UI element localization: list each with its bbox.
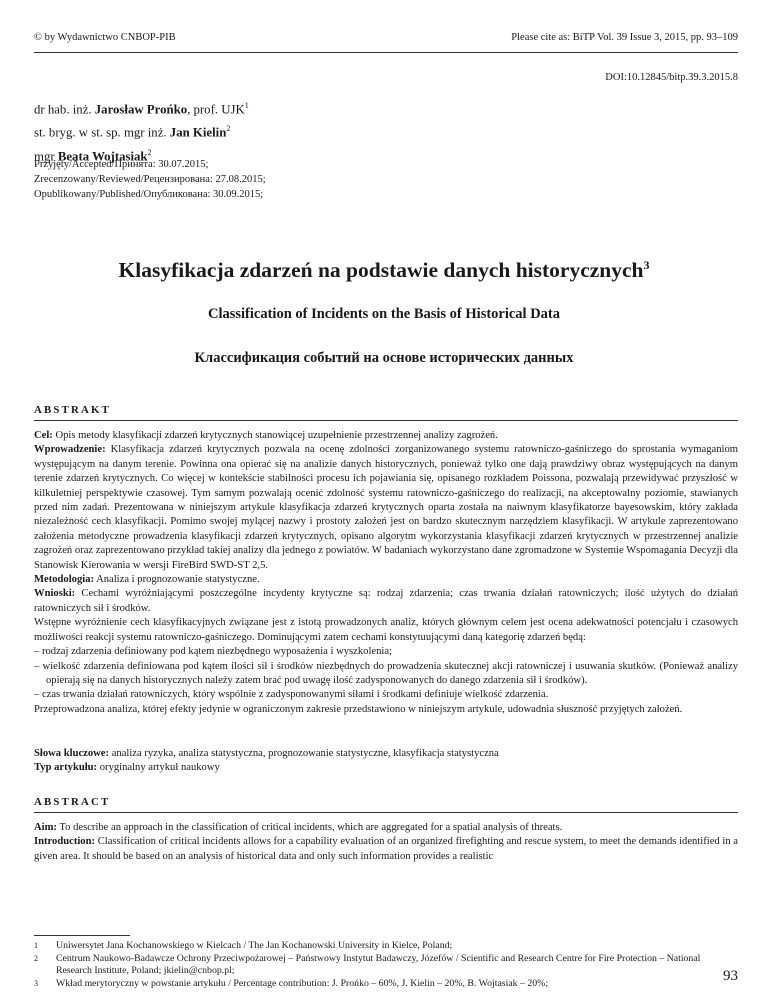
date-reviewed: Zrecenzowany/Reviewed/Рецензирована: 27.08.2015; [34, 174, 266, 185]
abstrakt-heading: ABSTRAKT [34, 404, 111, 416]
footnote: 3 Wkład merytoryczny w powstanie artykułu / Percentage contribution: J. Prońko – 60%, J. Kielin – 20%, B. Wojtasiak – 20%; [34, 977, 549, 989]
abstrakt-paragraph: Wstępne wyróżnienie cech klasyfikacyjnych związane jest z istotą prowadzonych analiz, których głównym celem jest ocena adekwatności potencjału i czasowych możliwości reakcji systemu ratowniczo-gaśniczego. Dominującymi zatem cechami konstytuującymi daną kategorię zdarzeń będą: [34, 617, 738, 643]
title-english: Classification of Incidents on the Basis of Historical Data [207, 306, 561, 322]
abstrakt-paragraph: Przeprowadzona analiza, której efekty jedynie w ograniczonym zakresie przedstawiono w niniejszym artykule, udowadnia słuszność przyjętych założeń. [34, 703, 683, 715]
abstrakt-introduction: Wprowadzenie: Klasyfikacja zdarzeń krytycznych pozwala na ocenę zdolności zorganizowanego systemu ratowniczo-gaśniczego do sprostania wymaganiom występującym na danym terenie. Powinna ona opierać się na analizie danych historycznych, ponieważ tylko one dają prawdziwy obraz występujących na danym terenie zdarzeń krytycznych. Co więcej w kontekście stabilności procesu ich pojawiania się, opisanego rozkładem Poissona, pozwalają przewidywać przyszłość w kilkuletniej perspektywie czasowej. Tym samym pozwalają ocenić zdolność systemu ratowniczo-gaśniczego do realizacji, na akceptowalny poziomie, stawianych przed nim zadań. Prezentowana w niniejszym artykule klasyfikacja zdarzeń krytycznych oparta została na naiwnym klasyfikatorze bayesowskim, który zakłada niezależność cech klasyfikacji. Pomimo swojej mylącej nazwy i prostoty założeń jest on bardzo skutecznym narzędziem klasyfikacji. W artykule zaprezentowano założenia metodyczne prowadzenia klasyfikacji zdarzeń krytycznych, opisano algorytm wykorzystania klasyfikacji zdarzeń krytycznych w przestrzennej analizie zagrożeń oraz zaprezentowano przykład takiej analizy dla jednego z powiatów. W badaniach wykorzystano dane zgromadzone w Systemie Wspomagania Decyzji dla Stanowisk Kierowania w wersji FireBird SWD-ST 2,5. [34, 444, 738, 571]
page-number: 93 [723, 968, 738, 984]
publisher-credit: © by Wydawnictwo CNBOP-PIB [34, 32, 176, 43]
abstract-introduction: Introduction: Classification of critical incidents allows for a capability evaluation of an organized firefighting and rescue system, to meet the demands identified in a given area. It should be based on an analysis of historical data and only such information provides a realistic [34, 836, 738, 862]
abstrakt-rule [34, 420, 738, 421]
abstrakt-aim: Cel: Opis metody klasyfikacji zdarzeń krytycznych stanowiącej uzupełnienie przestrzennej analizy zagrożeń. [34, 430, 498, 441]
keywords: Słowa kluczowe: analiza ryzyka, analiza statystyczna, prognozowanie statystyczne, klasyfikacja statystyczna [34, 748, 499, 759]
abstrakt-list-item: – wielkość zdarzenia definiowana pod kątem ilości sił i środków niezbędnych do prowadzenia skutecznej akcji ratowniczej i usuwania skutków. (Ponieważ analizy opierają się na danych historycznych należy zatem brać pod uwagę ilość zadysponowanych do danego zdarzenia sił i środków). [34, 660, 738, 686]
author-list [34, 96, 249, 166]
date-accepted: Przyjęty/Accepted/Принята: 30.07.2015; [34, 159, 209, 170]
abstrakt-body [34, 429, 738, 717]
date-published: Opublikowany/Published/Опубликована: 30.09.2015; [34, 189, 264, 200]
footnote-rule [34, 935, 130, 936]
footnote: 1 Uniwersytet Jana Kochanowskiego w Kielcach / The Jan Kochanowski University in Kielce, Poland; [34, 940, 453, 951]
footnotes [34, 940, 738, 990]
abstract-rule [34, 812, 738, 813]
keywords-block [34, 747, 738, 776]
article-type: Typ artykułu: oryginalny artykuł naukowy [34, 762, 220, 774]
abstrakt-list-item: – czas trwania działań ratowniczych, który wspólnie z zadysponowanymi siłami i środkami definiuje wielkość zdarzenia. [34, 689, 549, 701]
abstrakt-conclusions: Wnioski: Cechami wyróżniającymi poszczególne incydenty krytyczne są: rodzaj zdarzenia; czas trwania działań ratowniczych; ilość użytych do działań ratowniczych sił i środków. [34, 588, 738, 614]
abstract-body [34, 821, 738, 864]
citation-note: Please cite as: BiTP Vol. 39 Issue 3, 2015, pp. 93–109 [511, 32, 738, 43]
publication-dates [34, 157, 266, 202]
title-russian: Классификация событий на основе исторических данных [194, 350, 574, 366]
doi: DOI:10.12845/bitp.39.3.2015.8 [605, 72, 738, 83]
abstrakt-list-item: – rodzaj zdarzenia definiowany pod kątem niezbędnego wyposażenia i wyszkolenia; [34, 646, 392, 658]
author-3: mgr Beata Wojtasiak$^2$ [34, 147, 152, 163]
author-1: dr hab. inż. Jarosław Prońko, prof. UJK$^1$ [34, 101, 249, 117]
abstract-heading: ABSTRACT [34, 796, 111, 808]
header-rule [34, 52, 738, 53]
footnote: 2 Centrum Naukowo-Badawcze Ochrony Przeciwpożarowej – Państwowy Instytut Badawczy, Józefów / Scientific and Research Centre for Fire Protection – National Research Institute, Poland; jkielin@cnbop.pl; [34, 952, 701, 977]
author-2: st. bryg. w st. sp. mgr inż. Jan Kielin$^2$ [34, 124, 231, 140]
abstract-aim: Aim: To describe an approach in the classification of critical incidents, which are aggregated for a spatial analysis of threats. [34, 822, 563, 833]
title-polish: Klasyfikacja zdarzeń na podstawie danych historycznych$^3$ [118, 258, 650, 283]
abstrakt-methodology: Metodologia: Analiza i prognozowanie statystyczne. [34, 574, 260, 586]
